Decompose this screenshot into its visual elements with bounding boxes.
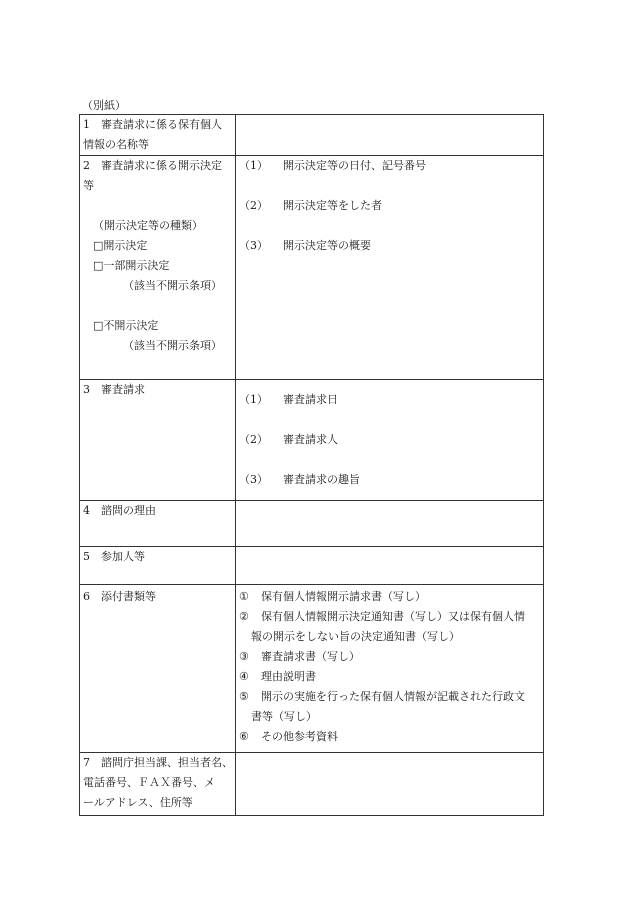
row-1 — [80, 115, 544, 156]
decision-item-3 — [239, 236, 540, 256]
row-3 — [80, 380, 544, 501]
row-6-value — [236, 585, 544, 753]
request-item-1-text: 審査請求日 — [283, 393, 338, 406]
attachment-1-mark: ① — [239, 590, 249, 603]
request-item-2 — [239, 430, 540, 450]
attachment-3-mark: ③ — [239, 650, 249, 663]
row-7-label-line-2: 電話番号、ＦＡＸ番号、メ — [83, 776, 215, 789]
row-4-label-line-1: 4 諮問の理由 — [83, 504, 156, 517]
option-non-disclosure: □不開示決定 — [93, 319, 159, 332]
row-7-label-line-1: 7 諮問庁担当課、担当者名、 — [83, 756, 233, 769]
row-2-label-line-2: 等 — [83, 179, 94, 192]
attachment-6-mark: ⑥ — [239, 730, 249, 743]
option-disclosure: □開示決定 — [93, 239, 148, 252]
attachment-4-text: 理由説明書 — [261, 670, 316, 683]
request-item-2-text: 審査請求人 — [283, 433, 338, 446]
attachment-1 — [239, 587, 540, 607]
decision-item-2-no: （2） — [239, 199, 268, 212]
decision-item-1 — [239, 156, 540, 176]
attachment-3 — [239, 647, 540, 667]
row-5-label — [80, 547, 236, 585]
row-7 — [80, 753, 544, 816]
attachment-3-text: 審査請求書（写し） — [261, 650, 360, 663]
annex-caption: （別紙） — [82, 99, 126, 112]
row-4-label — [80, 501, 236, 547]
row-3-label-line-1: 3 審査請求 — [83, 383, 145, 396]
row-3-value — [236, 380, 544, 501]
attachment-2-mark: ② — [239, 610, 249, 623]
decision-item-1-text: 開示決定等の日付、記号番号 — [283, 159, 426, 172]
row-1-value — [236, 115, 544, 156]
row-5-value — [236, 547, 544, 585]
row-4-value — [236, 501, 544, 547]
attachment-5-mark: ⑤ — [239, 690, 249, 703]
request-item-3 — [239, 470, 540, 490]
attachment-4 — [239, 667, 540, 687]
row-6-label — [80, 585, 236, 753]
row-2-value — [236, 156, 544, 380]
attachment-2-text-2: 報の開示をしない旨の決定通知書（写し） — [251, 630, 460, 643]
row-7-label-line-3: ールアドレス、住所等 — [83, 796, 193, 809]
request-item-1 — [239, 390, 540, 410]
row-4 — [80, 501, 544, 547]
row-1-label-line-2: 情報の名称等 — [83, 138, 149, 151]
row-5-label-line-1: 5 参加人等 — [83, 550, 145, 563]
decision-item-3-text: 開示決定等の概要 — [283, 239, 371, 252]
consultation-form-table — [79, 114, 544, 816]
attachment-5 — [239, 687, 540, 707]
decision-item-2-text: 開示決定等をした者 — [283, 199, 382, 212]
row-6 — [80, 585, 544, 753]
option-partial-disclosure: □一部開示決定 — [93, 259, 170, 272]
row-2 — [80, 156, 544, 380]
attachment-1-text: 保有個人情報開示請求書（写し） — [261, 590, 426, 603]
attachment-2 — [239, 607, 540, 627]
row-7-value — [236, 753, 544, 816]
decision-item-2 — [239, 196, 540, 216]
row-5 — [80, 547, 544, 585]
applicable-clause-label-1: （該当不開示条項） — [123, 279, 222, 292]
attachment-5-text-1: 開示の実施を行った保有個人情報が記載された行政文 — [261, 690, 525, 703]
request-item-3-text: 審査請求の趣旨 — [283, 473, 360, 486]
row-2-label-line-1: 2 審査請求に係る開示決定 — [83, 159, 222, 172]
decision-kind-heading: （開示決定等の種類） — [93, 219, 203, 232]
row-2-label — [80, 156, 236, 380]
attachment-6 — [239, 727, 540, 747]
row-1-label — [80, 115, 236, 156]
row-7-label — [80, 753, 236, 816]
attachment-6-text: その他参考資料 — [261, 730, 338, 743]
row-3-label — [80, 380, 236, 501]
decision-item-3-no: （3） — [239, 239, 268, 252]
attachment-2-text-1: 保有個人情報開示決定通知書（写し）又は保有個人情 — [261, 610, 525, 623]
attachment-4-mark: ④ — [239, 670, 249, 683]
request-item-3-no: （3） — [239, 473, 268, 486]
request-item-2-no: （2） — [239, 433, 268, 446]
decision-item-1-no: （1） — [239, 159, 268, 172]
request-item-1-no: （1） — [239, 393, 268, 406]
row-1-label-line-1: 1 審査請求に係る保有個人 — [83, 118, 222, 131]
row-6-label-line-1: 6 添付書類等 — [83, 590, 156, 603]
attachment-5-text-2: 書等（写し） — [251, 710, 317, 723]
applicable-clause-label-2: （該当不開示条項） — [123, 339, 222, 352]
